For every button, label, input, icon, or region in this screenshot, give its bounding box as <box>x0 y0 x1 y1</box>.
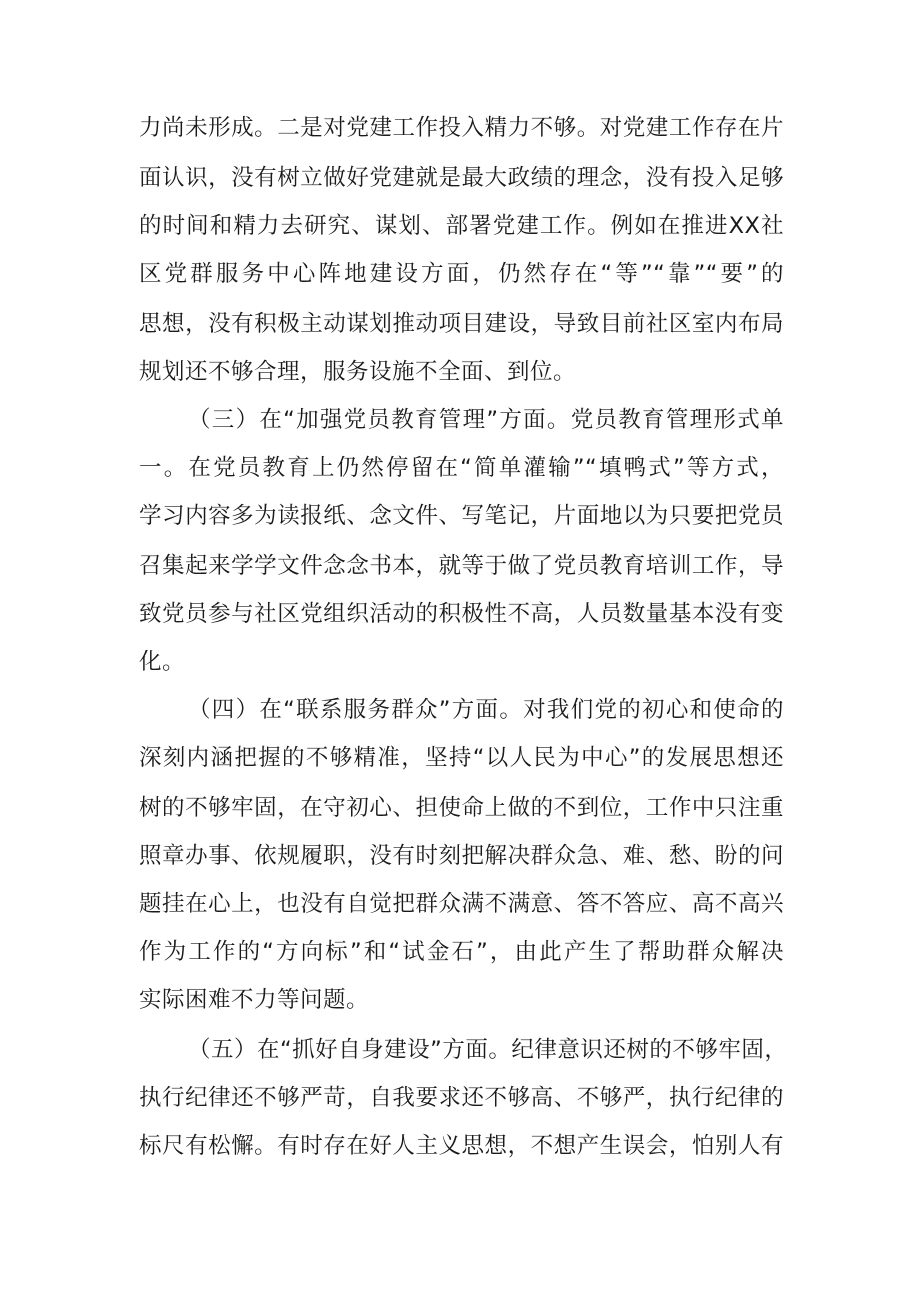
text-line: 区党群服务中心阵地建设方面，仍然存在“等”“靠”“要”的 <box>139 261 784 287</box>
text-line: 力尚未形成。二是对党建工作投入精力不够。对党建工作存在片 <box>139 115 784 141</box>
text-line: 致党员参与社区党组织活动的积极性不高，人员数量基本没有变 <box>139 601 784 627</box>
text-line: 思想，没有积极主动谋划推动项目建设，导致目前社区室内布局 <box>139 311 784 337</box>
text-line: 实际困难不力等问题。 <box>139 987 370 1013</box>
text-line: 的时间和精力去研究、谋划、部署党建工作。例如在推进XX社 <box>139 213 784 239</box>
text-line: 召集起来学学文件念念书本，就等于做了党员教育培训工作，导 <box>139 553 784 579</box>
text-line: 面认识，没有树立做好党建就是最大政绩的理念，没有投入足够 <box>139 165 784 191</box>
text-line: 树的不够牢固，在守初心、担使命上做的不到位，工作中只注重 <box>139 795 784 821</box>
text-line: 执行纪律还不够严苛，自我要求还不够高、不够严，执行纪律的 <box>139 1085 784 1111</box>
section-heading-line: （四）在“联系服务群众”方面。对我们党的初心和使命的 <box>188 697 784 723</box>
section-heading-line: （五）在“抓好自身建设”方面。纪律意识还树的不够牢固， <box>188 1037 788 1063</box>
text-line: 题挂在心上，也没有自觉把群众满不满意、答不答应、高不高兴 <box>139 891 784 917</box>
text-line: 照章办事、依规履职，没有时刻把解决群众急、难、愁、盼的问 <box>139 843 784 869</box>
section-heading-line: （三）在“加强党员教育管理”方面。党员教育管理形式单 <box>188 407 784 433</box>
text-line: 作为工作的“方向标”和“试金石”，由此产生了帮助群众解决 <box>139 939 784 965</box>
text-line: 一。在党员教育上仍然停留在“简单灌输”“填鸭式”等方式， <box>139 455 784 481</box>
text-line: 深刻内涵把握的不够精准，坚持“以人民为中心”的发展思想还 <box>139 745 784 771</box>
text-line: 学习内容多为读报纸、念文件、写笔记，片面地以为只要把党员 <box>139 503 784 529</box>
text-line: 规划还不够合理，服务设施不全面、到位。 <box>139 359 577 385</box>
text-line: 化。 <box>139 649 186 675</box>
text-line: 标尺有松懈。有时存在好人主义思想，不想产生误会，怕别人有 <box>139 1133 784 1159</box>
